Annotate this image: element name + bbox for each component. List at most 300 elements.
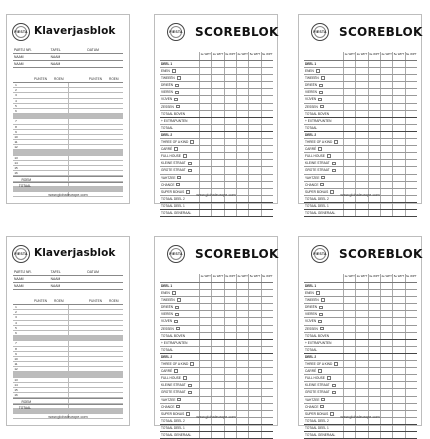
column-header: 6e WPT (261, 274, 273, 282)
score-cell (380, 96, 392, 102)
score-cell (343, 297, 355, 303)
score-cell (368, 175, 380, 181)
column-header: 6e WPT (261, 52, 273, 60)
row-label: ENEN (161, 291, 170, 296)
row-label: CHANCE (305, 182, 319, 187)
score-cell (405, 89, 417, 95)
score-cell (248, 347, 260, 353)
meta-label: NAAM (50, 277, 61, 281)
score-cell (380, 182, 392, 188)
score-cell (261, 397, 273, 403)
score-cell (380, 375, 392, 381)
score-cell (248, 175, 260, 181)
score-cell (211, 118, 223, 124)
table-row (304, 340, 417, 347)
column-header: PUNTEN (33, 299, 48, 303)
column-header: 2e WPT (355, 274, 367, 282)
row-label: THREE OF A KIND (305, 140, 333, 145)
score-cell (380, 333, 392, 339)
score-cell (199, 139, 211, 145)
score-cell (211, 368, 223, 374)
score-cell (224, 283, 236, 289)
score-cell (236, 118, 248, 124)
row-label: TOTAAL GENERAAL (305, 432, 336, 437)
score-cell (368, 96, 380, 102)
checkbox-icon (320, 183, 324, 187)
score-cell (392, 160, 404, 166)
table-row (304, 354, 417, 361)
score-cell (261, 290, 273, 296)
row-label: SUPER BONUS (305, 411, 329, 416)
score-cell (199, 432, 211, 438)
table-row (304, 61, 417, 68)
checkbox-icon (172, 291, 176, 295)
score-cell (248, 333, 260, 339)
score-cell (392, 153, 404, 159)
score-cell (368, 68, 380, 74)
checkbox-icon (188, 169, 192, 173)
table-row (160, 167, 273, 174)
table-row (160, 340, 273, 347)
score-cell (380, 354, 392, 360)
checkbox-icon (334, 362, 338, 366)
logo-text: FIESTA (169, 252, 183, 256)
score-cell (211, 290, 223, 296)
score-cell (405, 304, 417, 310)
score-cell (343, 182, 355, 188)
score-cell (236, 139, 248, 145)
score-cell (392, 297, 404, 303)
sheet-title: SCOREBLOK (195, 25, 279, 39)
score-cell (211, 82, 223, 88)
score-cell (236, 340, 248, 346)
sheet-title: Klaverjasblok (34, 247, 116, 259)
row-number: 16 (14, 393, 18, 398)
score-cell (343, 175, 355, 181)
table-row (160, 361, 273, 368)
score-cell (224, 347, 236, 353)
totals-label: ROEM (21, 177, 31, 182)
table-row (304, 318, 417, 325)
meta-label: TAFEL (50, 270, 61, 274)
score-cell (368, 333, 380, 339)
score-cell (405, 354, 417, 360)
row-label: ZESSEN (305, 104, 318, 109)
totals-label: TOTAAL (18, 405, 31, 410)
sheet-title: SCOREBLOK (339, 25, 423, 39)
score-cell (199, 382, 211, 388)
score-cell (224, 297, 236, 303)
score-cell (211, 146, 223, 152)
score-cell (405, 382, 417, 388)
row-label: ZESSEN (161, 326, 174, 331)
score-cell (261, 297, 273, 303)
score-cell (368, 318, 380, 324)
checkbox-icon (321, 76, 325, 80)
scoreblok-sheet (154, 236, 279, 437)
row-label: DEEL 2 (305, 354, 317, 359)
row-label: VIJVEN (305, 97, 317, 102)
score-cell (392, 175, 404, 181)
score-cell (261, 361, 273, 367)
score-cell (355, 104, 367, 110)
score-cell (261, 118, 273, 124)
score-cell (261, 75, 273, 81)
score-cell (368, 297, 380, 303)
score-cell (343, 347, 355, 353)
footer-url: www.globaleurope.com (340, 193, 380, 197)
checkbox-icon (318, 320, 322, 324)
row-label: TOTAAL DEEL 1 (305, 425, 329, 430)
score-cell (211, 432, 223, 438)
score-cell (343, 68, 355, 74)
checkbox-icon (177, 176, 181, 180)
table-row (160, 432, 273, 439)
score-cell (368, 146, 380, 152)
score-cell (224, 203, 236, 209)
row-label: TOTAAL DEEL 1 (305, 203, 329, 208)
row-label: GROTE STRAAT (161, 168, 186, 173)
row-number: 1 (15, 305, 17, 309)
checkbox-icon (175, 84, 179, 88)
score-cell (380, 318, 392, 324)
score-cell (405, 139, 417, 145)
meta-label: TAFEL (50, 48, 61, 52)
score-cell (368, 153, 380, 159)
column-header: 5e WPT (248, 52, 260, 60)
row-label: TOTAAL DEEL 2 (305, 196, 329, 201)
score-cell (343, 326, 355, 332)
score-cell (199, 361, 211, 367)
score-cell (355, 61, 367, 67)
score-cell (224, 340, 236, 346)
meta-label: NAAM (14, 55, 24, 59)
table-row (304, 297, 417, 304)
row-label: CARRÉ (161, 147, 173, 152)
score-cell (211, 326, 223, 332)
score-cell (368, 375, 380, 381)
score-cell (261, 182, 273, 188)
score-cell (392, 203, 404, 209)
score-cell (248, 368, 260, 374)
score-cell (236, 382, 248, 388)
score-cell (343, 397, 355, 403)
row-label: CARRÉ (305, 147, 317, 152)
table-row (304, 432, 417, 439)
row-label: VIEREN (305, 312, 317, 317)
score-cell (355, 375, 367, 381)
row-label: ZESSEN (305, 326, 318, 331)
score-cell (224, 333, 236, 339)
score-cell (380, 167, 392, 173)
score-cell (211, 160, 223, 166)
score-cell (343, 283, 355, 289)
score-cell (392, 311, 404, 317)
score-cell (368, 82, 380, 88)
score-cell (199, 182, 211, 188)
score-cell (261, 125, 273, 131)
score-cell (368, 203, 380, 209)
score-cell (199, 153, 211, 159)
checkbox-icon (177, 298, 181, 302)
row-label: THREE OF A KIND (305, 362, 333, 367)
row-label: DEEL 1 (161, 284, 173, 288)
score-cell (405, 326, 417, 332)
score-cell (368, 104, 380, 110)
table-row (160, 375, 273, 382)
score-cell (224, 382, 236, 388)
score-cell (355, 318, 367, 324)
checkbox-icon (174, 320, 178, 324)
score-cell (199, 203, 211, 209)
score-cell (211, 111, 223, 117)
score-cell (211, 75, 223, 81)
row-label: YAHTZEE (305, 397, 320, 402)
row-label: DEEL 1 (305, 62, 317, 66)
table-row (304, 96, 417, 103)
row-label: DEEL 1 (161, 62, 173, 66)
score-cell (248, 397, 260, 403)
score-cell (224, 354, 236, 360)
column-header: 2e WPT (355, 52, 367, 60)
row-label: VIJVEN (305, 319, 317, 324)
score-cell (211, 104, 223, 110)
score-cell (236, 318, 248, 324)
score-cell (392, 326, 404, 332)
score-cell (261, 61, 273, 67)
score-cell (343, 340, 355, 346)
table-row (160, 139, 273, 146)
score-cell (261, 153, 273, 159)
score-cell (248, 167, 260, 173)
table-row (304, 132, 417, 139)
score-cell (236, 432, 248, 438)
score-cell (236, 397, 248, 403)
table-row (304, 304, 417, 311)
scoreblok-sheet (298, 14, 423, 215)
score-cell (343, 132, 355, 138)
score-cell (405, 82, 417, 88)
score-cell (261, 210, 273, 216)
score-cell (355, 89, 367, 95)
score-cell (380, 203, 392, 209)
table-row (304, 333, 417, 340)
row-label: ENEN (161, 69, 170, 74)
column-header: PUNTEN (88, 299, 103, 303)
score-cell (380, 432, 392, 438)
score-cell (343, 432, 355, 438)
score-cell (368, 89, 380, 95)
score-cell (224, 61, 236, 67)
totals-block (13, 176, 123, 188)
score-cell (224, 361, 236, 367)
meta-label: NAAM (14, 62, 24, 66)
score-cell (343, 139, 355, 145)
checkbox-icon (316, 69, 320, 73)
checkbox-icon (174, 147, 178, 151)
column-header: 3e WPT (224, 274, 236, 282)
score-cell (343, 311, 355, 317)
row-number: 15 (14, 388, 18, 392)
table-row (160, 368, 273, 375)
score-cell (248, 132, 260, 138)
score-cell (236, 89, 248, 95)
score-cell (355, 153, 367, 159)
score-cell (236, 175, 248, 181)
score-cell (392, 425, 404, 431)
row-number: 8 (15, 346, 17, 351)
row-label: VIJVEN (161, 319, 173, 324)
score-cell (211, 425, 223, 431)
score-cell (355, 68, 367, 74)
score-cell (343, 75, 355, 81)
score-cell (355, 82, 367, 88)
score-cell (236, 404, 248, 410)
column-header: 5e WPT (392, 274, 404, 282)
score-cell (211, 318, 223, 324)
score-cell (261, 389, 273, 395)
score-cell (392, 375, 404, 381)
table-row (160, 333, 273, 340)
table-row (304, 167, 417, 174)
table-row (160, 68, 273, 75)
score-cell (261, 375, 273, 381)
score-cell (248, 340, 260, 346)
table-row (160, 297, 273, 304)
score-cell (355, 354, 367, 360)
row-label: VIEREN (161, 312, 173, 317)
meta-label: NAAM (50, 55, 61, 59)
fiesta-logo-icon (12, 245, 30, 263)
totals-label: ROEM (21, 399, 31, 404)
score-cell (355, 125, 367, 131)
checkbox-icon (190, 362, 194, 366)
score-cell (236, 210, 248, 216)
score-cell (355, 75, 367, 81)
score-cell (261, 203, 273, 209)
score-cell (248, 89, 260, 95)
table-row (304, 75, 417, 82)
table-row (160, 61, 273, 68)
score-cell (248, 182, 260, 188)
score-cell (380, 297, 392, 303)
score-cell (248, 68, 260, 74)
fiesta-logo-icon (12, 23, 30, 41)
score-cell (248, 210, 260, 216)
score-cell (368, 160, 380, 166)
score-cell (392, 404, 404, 410)
row-number: 6 (15, 108, 17, 113)
score-cell (261, 304, 273, 310)
checkbox-icon (332, 162, 336, 166)
score-cell (211, 167, 223, 173)
checkbox-icon (175, 91, 179, 95)
column-header: 5e WPT (248, 274, 260, 282)
column-header (13, 76, 31, 82)
row-label: TOTAAL DEEL 2 (305, 418, 329, 423)
table-row (160, 111, 273, 118)
score-cell (355, 382, 367, 388)
table-row (304, 125, 417, 132)
score-cell (248, 354, 260, 360)
score-cell (211, 311, 223, 317)
score-cell (211, 361, 223, 367)
score-cell (199, 175, 211, 181)
score-cell (405, 104, 417, 110)
meta-label: PARTIJ NR. (14, 270, 32, 274)
meta-label (86, 283, 123, 289)
score-cell (392, 68, 404, 74)
row-label: VIEREN (305, 90, 317, 95)
score-cell (211, 125, 223, 131)
score-cell (405, 340, 417, 346)
table-row (304, 326, 417, 333)
score-cell (199, 111, 211, 117)
row-label: TWEEËN (161, 298, 175, 303)
row-label: CHANCE (161, 182, 175, 187)
table-row (160, 82, 273, 89)
row-label: SUPER BONUS (305, 189, 329, 194)
checkbox-icon (334, 140, 338, 144)
score-cell (380, 290, 392, 296)
fiesta-logo-icon (311, 23, 329, 41)
row-label: DEEL 2 (161, 132, 173, 137)
score-cell (224, 125, 236, 131)
row-label: KLEINE STRAAT (161, 383, 186, 388)
row-number: 12 (14, 145, 18, 150)
row-label: THREE OF A KIND (161, 362, 189, 367)
score-cell (343, 361, 355, 367)
checkbox-icon (177, 76, 181, 80)
score-cell (343, 118, 355, 124)
row-number: 12 (14, 367, 18, 372)
score-cell (224, 160, 236, 166)
fiesta-logo-icon (311, 245, 329, 263)
score-cell (368, 354, 380, 360)
score-cell (248, 96, 260, 102)
score-cell (392, 432, 404, 438)
score-cell (199, 340, 211, 346)
score-cell (261, 167, 273, 173)
meta-label (86, 61, 123, 67)
score-cell (368, 75, 380, 81)
score-cell (405, 297, 417, 303)
score-cell (211, 283, 223, 289)
table-row (160, 89, 273, 96)
score-cell (392, 146, 404, 152)
sheet-title: Klaverjasblok (34, 25, 116, 37)
row-number: 15 (14, 166, 18, 170)
checkbox-icon (320, 405, 324, 409)
row-label: SUPER BONUS (161, 189, 185, 194)
meta-label (86, 54, 123, 60)
score-cell (199, 397, 211, 403)
score-cell (368, 283, 380, 289)
row-number: 2 (15, 88, 17, 93)
score-cell (224, 311, 236, 317)
score-cell (392, 361, 404, 367)
row-label: ZESSEN (161, 104, 174, 109)
score-cell (211, 297, 223, 303)
score-cell (380, 404, 392, 410)
score-cell (236, 297, 248, 303)
score-cell (199, 125, 211, 131)
column-header: ROEM (109, 77, 119, 81)
table-row (160, 382, 273, 389)
table-row (304, 104, 417, 111)
score-cell (343, 354, 355, 360)
score-cell (261, 96, 273, 102)
